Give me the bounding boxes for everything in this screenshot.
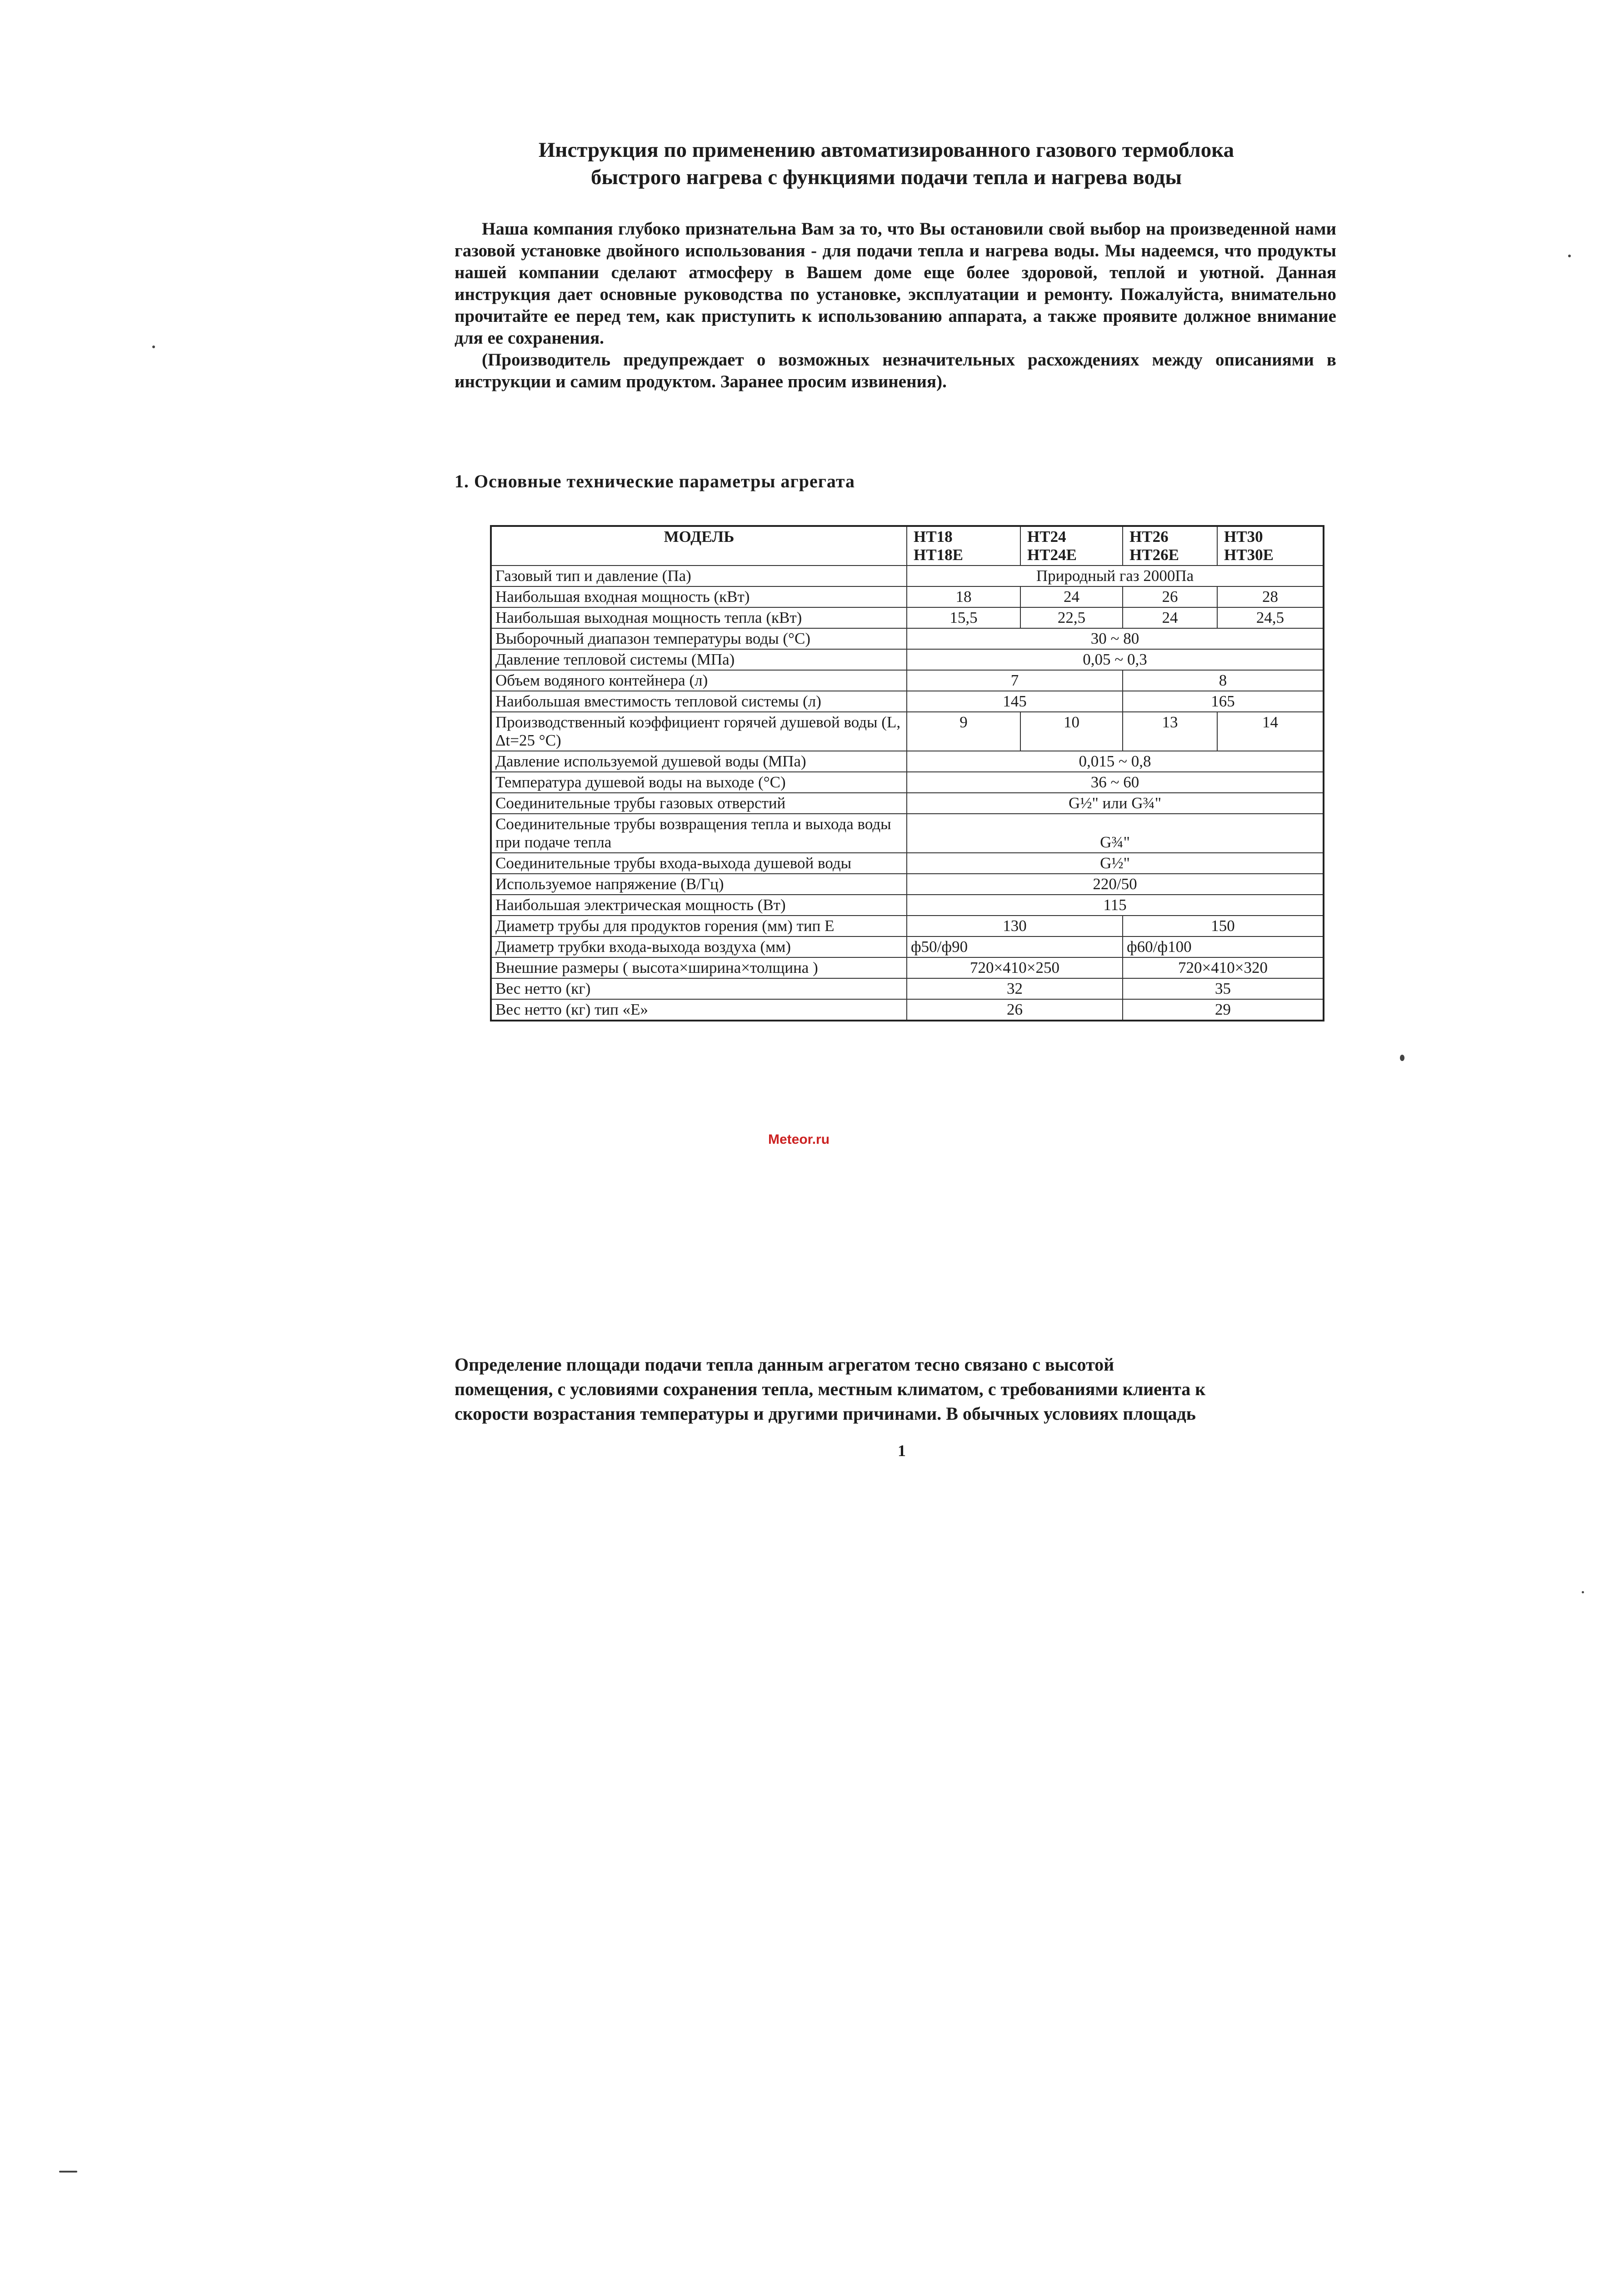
param-label: Производственный коэффициент горячей душевой воды (L, Δt=25 °C) <box>491 712 907 751</box>
intro-text <box>455 218 1336 393</box>
table-row <box>491 895 1324 916</box>
table-row <box>491 814 1324 853</box>
param-label: Объем водяного контейнера (л) <box>491 670 907 691</box>
table-row <box>491 772 1324 793</box>
param-label: Давление тепловой системы (МПа) <box>491 649 907 670</box>
param-value: 26 <box>1123 586 1217 607</box>
param-value: 165 <box>1123 691 1324 712</box>
param-value: ф50/ф90 <box>907 936 1123 957</box>
bottom-line-1: Определение площади подачи тепла данным агрегатом тесно связано с высотой <box>455 1354 1114 1375</box>
param-label: Диаметр трубки входа-выхода воздуха (мм) <box>491 936 907 957</box>
param-value: 32 <box>907 978 1123 999</box>
param-value: 15,5 <box>907 607 1020 628</box>
param-label: Давление используемой душевой воды (МПа) <box>491 751 907 772</box>
param-label: Наибольшая выходная мощность тепла (кВт) <box>491 607 907 628</box>
param-value: 13 <box>1123 712 1217 751</box>
model-ht18-b: HT18E <box>914 546 963 564</box>
param-value: ф60/ф100 <box>1123 936 1324 957</box>
model-ht30-a: HT30 <box>1224 528 1263 546</box>
param-value: 9 <box>907 712 1020 751</box>
param-value: 35 <box>1123 978 1324 999</box>
param-value: 30 ~ 80 <box>907 628 1324 649</box>
param-value: 145 <box>907 691 1123 712</box>
intro-paragraph-2: (Производитель предупреждает о возможных незначительных расхождениях между описаниями в инструкции и самим продуктом. Заранее просим извинения). <box>455 350 1336 391</box>
param-value: 720×410×320 <box>1123 957 1324 978</box>
param-value: 29 <box>1123 999 1324 1021</box>
model-ht26 <box>1123 526 1217 566</box>
param-value: 8 <box>1123 670 1324 691</box>
param-value: 0,015 ~ 0,8 <box>907 751 1324 772</box>
intro-paragraph-1: Наша компания глубоко признательна Вам за то, что Вы остановили свой выбор на произведенной нами газовой установке двойного использования - для подачи тепла и нагрева воды. Мы надеемся, что продукты нашей компании сделают атмосферу в Вашем доме еще более здоровой, теплой и уютной. Данная инструкция дает основные руководства по установке, эксплуатации и ремонту. Пожалуйста, внимательно прочитайте ее перед тем, как приступить к использованию аппарата, а также проявите должное внимание для ее сохранения. <box>455 219 1336 348</box>
param-value: G¾" <box>907 814 1324 853</box>
table-row <box>491 999 1324 1021</box>
param-label: Вес нетто (кг) тип «E» <box>491 999 907 1021</box>
param-value: 18 <box>907 586 1020 607</box>
table-row <box>491 853 1324 874</box>
param-label: Соединительные трубы газовых отверстий <box>491 793 907 814</box>
model-ht24-a: HT24 <box>1027 528 1066 546</box>
param-value: G½" <box>907 853 1324 874</box>
scan-speck <box>152 345 155 348</box>
table-row <box>491 649 1324 670</box>
param-value: 24,5 <box>1217 607 1324 628</box>
table-row <box>491 751 1324 772</box>
table-row <box>491 978 1324 999</box>
title-line-2: быстрого нагрева с функциями подачи тепла и нагрева воды <box>590 165 1182 189</box>
model-ht26-a: HT26 <box>1129 528 1169 546</box>
param-label: Внешние размеры ( высота×ширина×толщина ) <box>491 957 907 978</box>
scan-speck <box>1400 1055 1404 1061</box>
table-row <box>491 793 1324 814</box>
param-value: 7 <box>907 670 1123 691</box>
section-1-heading: 1. Основные технические параметры агрегата <box>455 471 855 491</box>
param-value: 22,5 <box>1020 607 1123 628</box>
param-value: 26 <box>907 999 1123 1021</box>
param-value: 150 <box>1123 916 1324 936</box>
param-label: Газовый тип и давление (Па) <box>491 566 907 586</box>
param-value: G½" или G¾" <box>907 793 1324 814</box>
table-row <box>491 936 1324 957</box>
table-row <box>491 566 1324 586</box>
table-row <box>491 607 1324 628</box>
model-ht18-a: HT18 <box>914 528 953 546</box>
model-ht26-b: HT26E <box>1129 546 1179 564</box>
param-label: Используемое напряжение (В/Гц) <box>491 874 907 895</box>
table-row <box>491 957 1324 978</box>
param-value: 14 <box>1217 712 1324 751</box>
model-ht24-b: HT24E <box>1027 546 1077 564</box>
watermark: Meteor.ru <box>768 1132 830 1147</box>
table-row <box>491 670 1324 691</box>
param-value: 36 ~ 60 <box>907 772 1324 793</box>
param-label: Диаметр трубы для продуктов горения (мм) тип E <box>491 916 907 936</box>
table-row <box>491 874 1324 895</box>
param-value: 115 <box>907 895 1324 916</box>
bottom-line-3: скорости возрастания температуры и другими причинами. В обычных условиях площадь <box>455 1403 1196 1424</box>
param-label: Вес нетто (кг) <box>491 978 907 999</box>
param-value: 24 <box>1020 586 1123 607</box>
bottom-line-2: помещения, с условиями сохранения тепла, местным климатом, с требованиями клиента к <box>455 1379 1206 1399</box>
table-row <box>491 712 1324 751</box>
param-value: 130 <box>907 916 1123 936</box>
param-label: Соединительные трубы возвращения тепла и выхода воды при подаче тепла <box>491 814 907 853</box>
document-title <box>455 136 1318 191</box>
bottom-paragraph <box>455 1352 1345 1426</box>
spec-table <box>490 525 1324 1021</box>
model-ht30 <box>1217 526 1324 566</box>
model-header: МОДЕЛЬ <box>491 526 907 566</box>
param-label: Температура душевой воды на выходе (°C) <box>491 772 907 793</box>
param-label: Выборочный диапазон температуры воды (°C) <box>491 628 907 649</box>
param-value: 0,05 ~ 0,3 <box>907 649 1324 670</box>
param-label: Наибольшая входная мощность (кВт) <box>491 586 907 607</box>
table-row <box>491 916 1324 936</box>
table-row <box>491 691 1324 712</box>
table-header-row <box>491 526 1324 566</box>
param-label: Наибольшая электрическая мощность (Вт) <box>491 895 907 916</box>
scan-speck <box>59 2171 77 2173</box>
param-label: Наибольшая вместимость тепловой системы (л) <box>491 691 907 712</box>
param-value: 24 <box>1123 607 1217 628</box>
model-ht18 <box>907 526 1020 566</box>
scan-speck <box>1582 1591 1584 1593</box>
scan-speck <box>1568 255 1571 257</box>
table-row <box>491 586 1324 607</box>
model-ht30-b: HT30E <box>1224 546 1274 564</box>
table-row <box>491 628 1324 649</box>
param-value: Природный газ 2000Па <box>907 566 1324 586</box>
param-value: 28 <box>1217 586 1324 607</box>
model-ht24 <box>1020 526 1123 566</box>
param-value: 10 <box>1020 712 1123 751</box>
title-line-1: Инструкция по применению автоматизированного газового термоблока <box>538 138 1234 162</box>
param-label: Соединительные трубы входа-выхода душевой воды <box>491 853 907 874</box>
param-value: 220/50 <box>907 874 1324 895</box>
page-number: 1 <box>898 1442 906 1460</box>
param-value: 720×410×250 <box>907 957 1123 978</box>
